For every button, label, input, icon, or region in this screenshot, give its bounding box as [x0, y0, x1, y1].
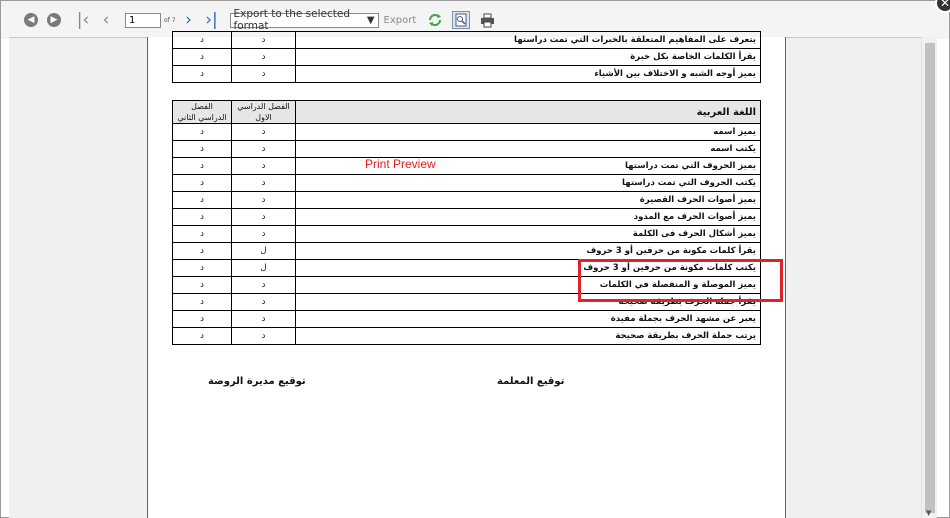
skills-table-top [172, 31, 761, 83]
term1-mark-cell: د [232, 192, 296, 209]
term2-mark-cell: د [173, 141, 232, 158]
skill-cell: يميز أصوات الحرف القصيرة [296, 192, 761, 209]
term2-mark-cell: د [173, 49, 232, 66]
arrow-left-circle-icon: ◀ [24, 13, 38, 27]
skill-cell: يكتب كلمات مكونة من حرفين أو 3 حروف [296, 260, 761, 277]
page-number-input[interactable] [125, 13, 161, 28]
refresh-icon [427, 12, 443, 28]
skill-cell: يعبر عن مشهد الحرف بجملة مفيدة [296, 311, 761, 328]
refresh-button[interactable] [426, 11, 444, 29]
term1-mark-cell: د [232, 49, 296, 66]
highlight-box [578, 259, 783, 302]
term2-mark-cell: د [173, 328, 232, 345]
skill-cell: يميز أصوات الحرف مع المدود [296, 209, 761, 226]
skill-cell: يكتب اسمه [296, 141, 761, 158]
term1-mark-cell: د [232, 32, 296, 49]
term1-mark-cell: د [232, 328, 296, 345]
table-row [173, 32, 761, 49]
term1-mark-cell: د [232, 141, 296, 158]
chevron-right-icon: › [185, 10, 192, 30]
table-row [173, 226, 761, 243]
first-page-button[interactable] [75, 12, 91, 28]
term2-mark-cell: د [173, 311, 232, 328]
scrollbar-thumb[interactable] [925, 43, 935, 513]
print-layout-icon [454, 13, 468, 27]
term2-mark-cell: د [173, 175, 232, 192]
arrow-right-circle-icon: ▶ [47, 13, 61, 27]
skill-cell: يرتب جملة الحرف بطريقة صحيحة [296, 328, 761, 345]
arabic-skills-table [172, 100, 761, 345]
term1-mark-cell: د [232, 294, 296, 311]
printer-icon [480, 13, 495, 28]
term2-mark-cell: د [173, 158, 232, 175]
chevron-left-icon: ‹ [102, 10, 110, 30]
previous-page-button[interactable] [98, 12, 114, 28]
forward-button[interactable] [46, 12, 62, 28]
table-row [173, 209, 761, 226]
subject-header: اللغة العربية [296, 101, 761, 124]
table-row [173, 311, 761, 328]
table-row [173, 243, 761, 260]
term1-mark-cell: ل [232, 260, 296, 277]
skill-cell: يتعرف على المفاهيم المتعلقة بالخبرات التي تمت دراستها [296, 32, 761, 49]
term2-mark-cell: د [173, 277, 232, 294]
term1-mark-cell: د [232, 277, 296, 294]
term1-mark-cell: د [232, 158, 296, 175]
term2-mark-cell: د [173, 226, 232, 243]
term1-mark-cell: د [232, 66, 296, 83]
term1-mark-cell: د [232, 175, 296, 192]
principal-signature-label: توقيع مديرة الروضة [208, 376, 306, 387]
skill-cell: يقرأ جملة الحرف بطريقة صحيحة [296, 294, 761, 311]
skill-cell: يميز أشكال الحرف فى الكلمة [296, 226, 761, 243]
page-count-label: of 7 [164, 16, 176, 24]
table-row [173, 66, 761, 83]
term1-mark-cell: د [232, 124, 296, 141]
back-button[interactable] [23, 12, 39, 28]
scroll-down-icon[interactable]: ▼ [926, 509, 932, 517]
print-button[interactable] [478, 11, 496, 29]
term2-mark-cell: د [173, 209, 232, 226]
teacher-signature-label: توقيع المعلمة [497, 376, 565, 387]
export-format-select[interactable] [230, 8, 379, 32]
skill-cell: يكتب الحروف التي تمت دراستها [296, 175, 761, 192]
chevron-down-icon: ▼ [366, 14, 375, 26]
table-row [173, 49, 761, 66]
table-row [173, 141, 761, 158]
term1-mark-cell: د [232, 209, 296, 226]
skill-cell: يميز الحروف التي تمت دراستها [296, 158, 761, 175]
term2-mark-cell: د [173, 32, 232, 49]
vertical-scrollbar[interactable] [921, 37, 937, 518]
last-page-button[interactable] [204, 12, 220, 28]
term1-header: الفصل الدراسي الاول [232, 101, 296, 124]
skill-cell: يميز الموصلة و المنفصلة في الكلمات [296, 277, 761, 294]
term2-mark-cell: د [173, 260, 232, 277]
skill-cell: يقرأ كلمات مكونة من حرفين أو 3 حروف [296, 243, 761, 260]
table-row [173, 158, 761, 175]
last-page-icon: ›| [205, 10, 218, 30]
first-page-icon: |‹ [76, 10, 90, 30]
table-row [173, 175, 761, 192]
table-row [173, 328, 761, 345]
next-page-button[interactable] [181, 12, 197, 28]
term1-mark-cell: د [232, 226, 296, 243]
skill-cell: يقرأ الكلمات الخاصة بكل خبرة [296, 49, 761, 66]
term2-mark-cell: د [173, 66, 232, 83]
export-button[interactable]: Export [383, 14, 417, 26]
term2-mark-cell: د [173, 243, 232, 260]
term1-mark-cell: ل [232, 243, 296, 260]
term1-mark-cell: د [232, 311, 296, 328]
skill-cell: يميز اسمه [296, 124, 761, 141]
table-row [173, 192, 761, 209]
table-row [173, 124, 761, 141]
table-header-row [173, 101, 761, 124]
print-preview-label: Print Preview [365, 157, 436, 171]
term2-mark-cell: د [173, 192, 232, 209]
close-icon: ✕ [939, 0, 950, 10]
term2-mark-cell: د [173, 124, 232, 141]
term2-header: الفصل الدراسي الثاني [173, 101, 232, 124]
export-format-value: Export to the selected format [233, 8, 350, 32]
print-layout-button[interactable] [452, 11, 470, 29]
term2-mark-cell: د [173, 294, 232, 311]
skill-cell: يميز أوجه الشبه و الاختلاف بين الأشياء [296, 66, 761, 83]
